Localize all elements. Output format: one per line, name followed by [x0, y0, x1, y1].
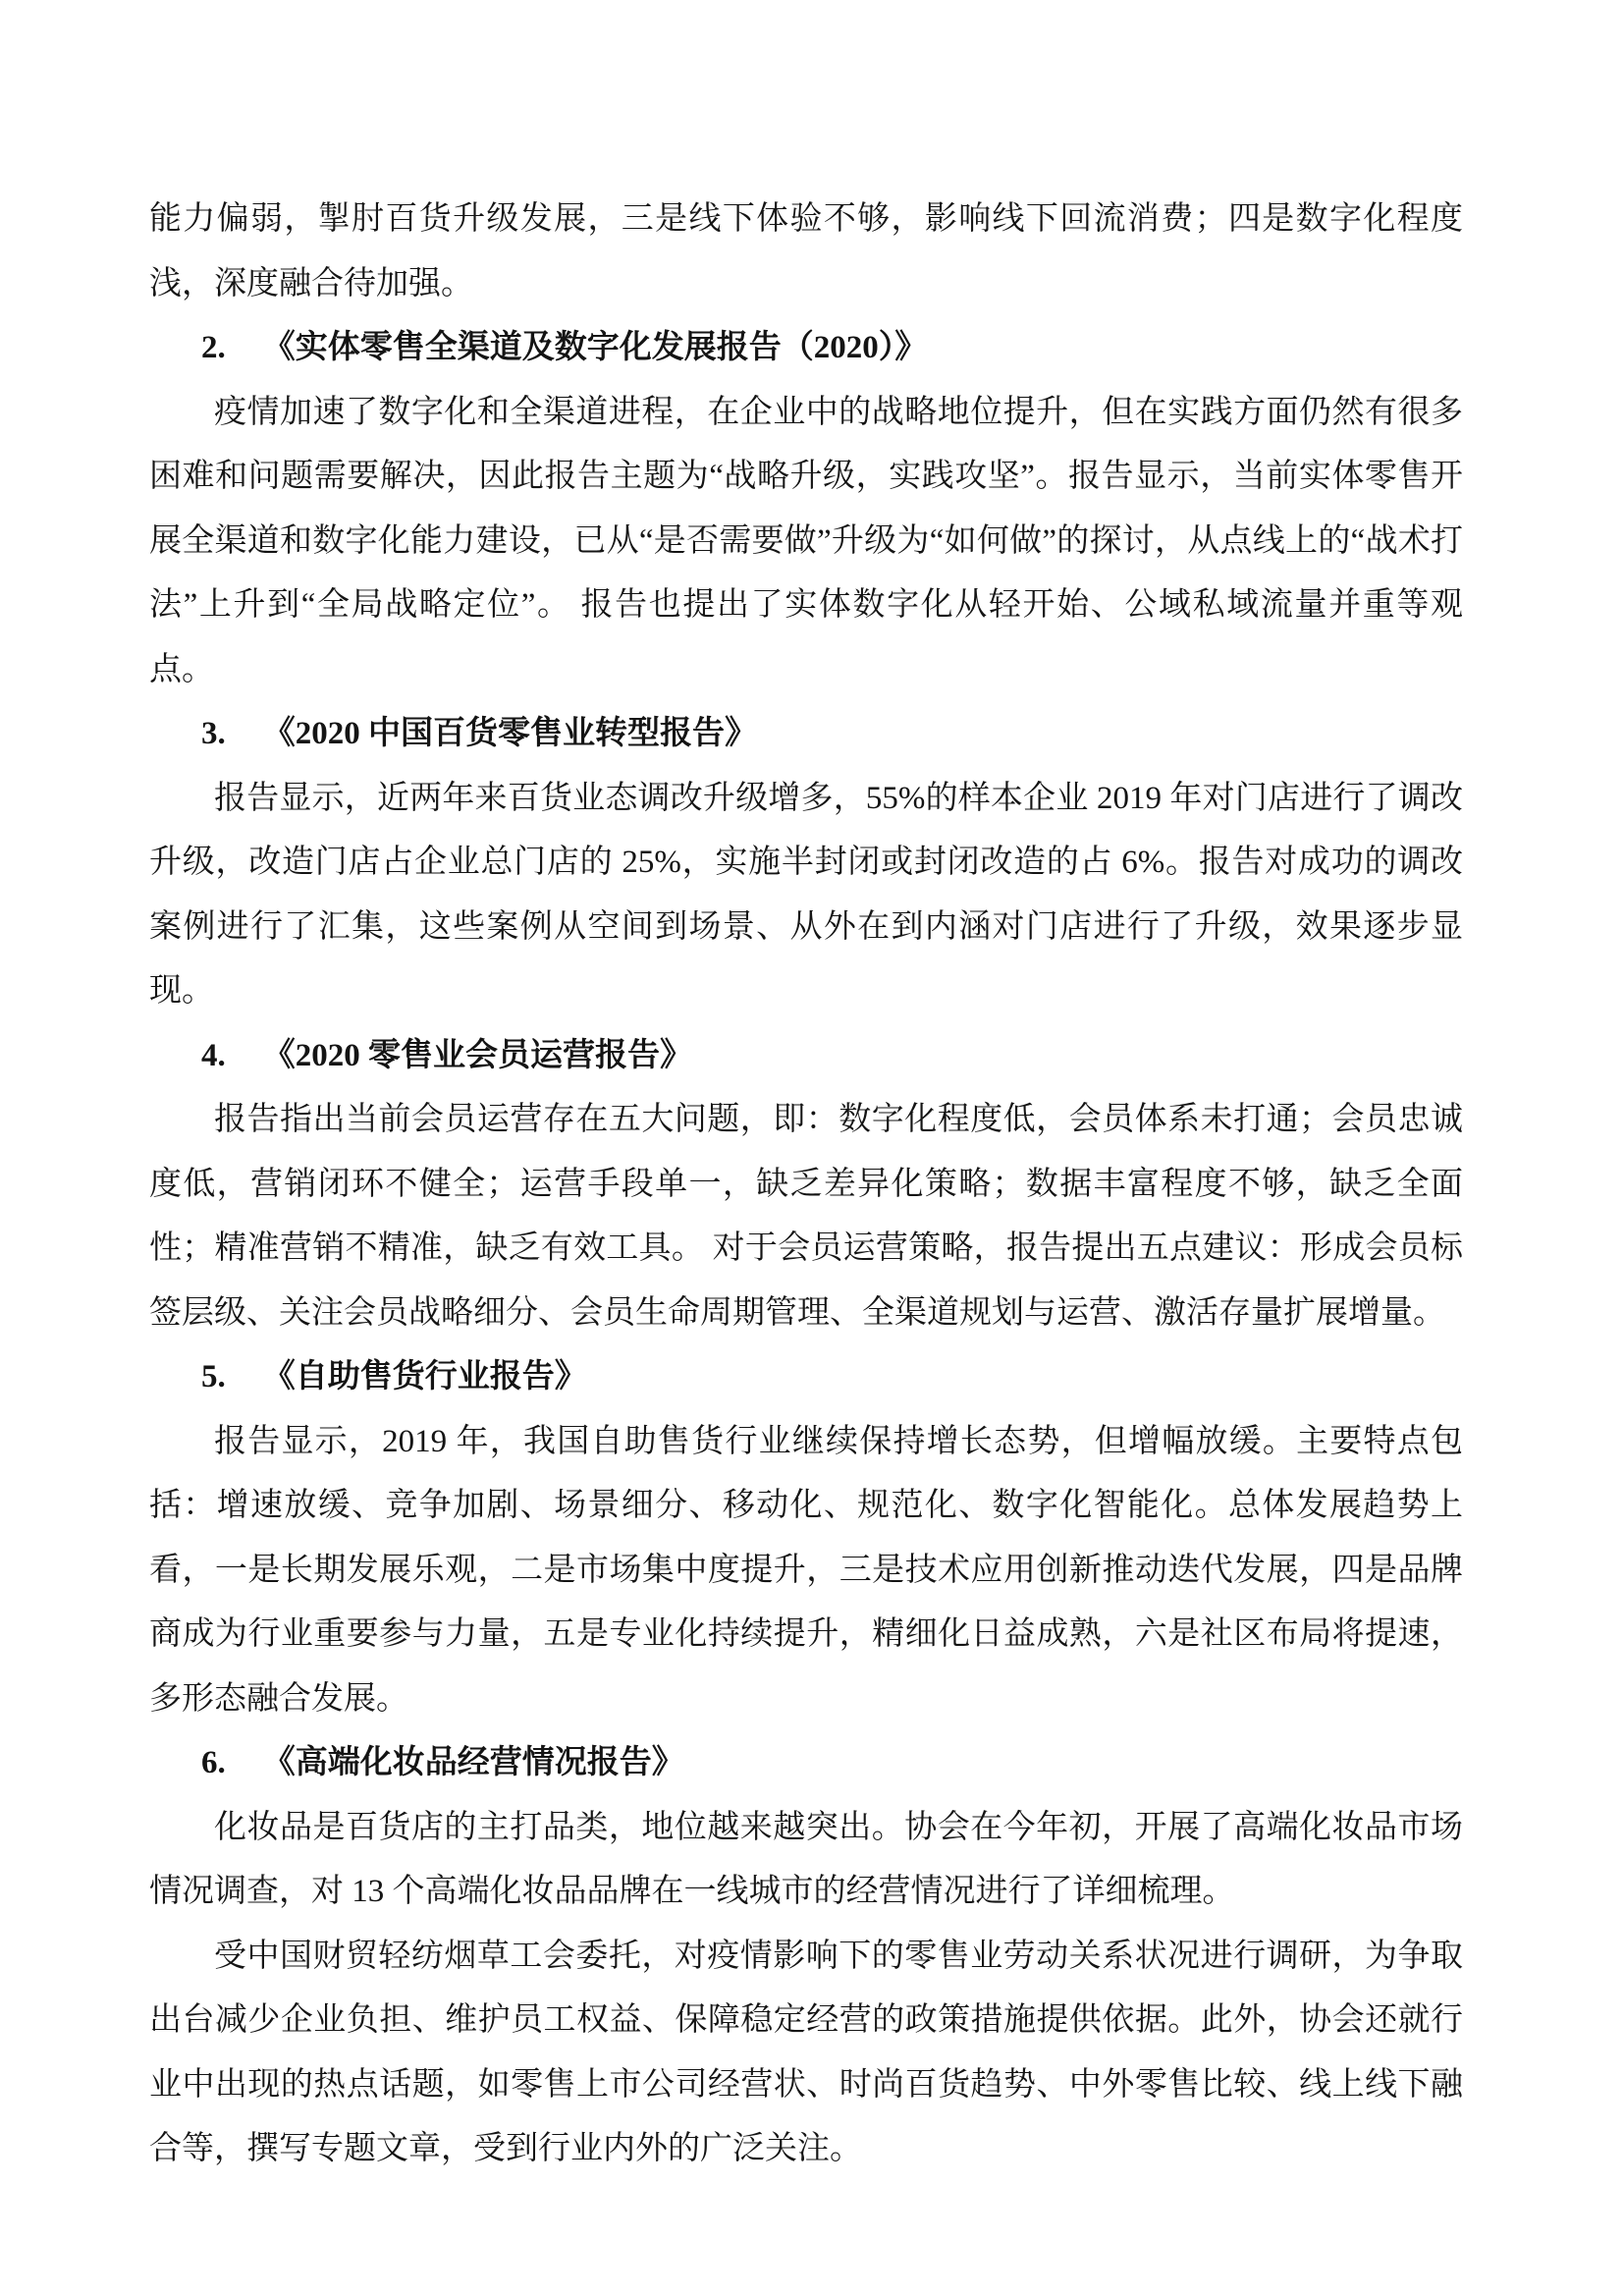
heading-number: 5. — [201, 1359, 226, 1394]
text-content — [149, 188, 1463, 2182]
body-paragraph: 报告显示，2019 年，我国自助售货行业继续保持增长态势，但增幅放缓。主要特点包括：增速放缓、竞争加剧、场景细分、移动化、规范化、数字化智能化。总体发展趋势上看，一是长期发展乐观，二是市场集中度提升，三是技术应用创新推动迭代发展，四是品牌商成为行业重要参与力量，五是专业化持续提升，精细化日益成熟，六是社区布局将提速，多形态融合发展。 — [149, 1423, 1463, 1717]
body-paragraph: 报告显示，近两年来百货业态调改升级增多，55%的样本企业 2019 年对门店进行了调改升级，改造门店占企业总门店的 25%，实施半封闭或封闭改造的占 6%。报告对成功的调改案例进行了汇集，这些案例从空间到场景、从外在到内涵对门店进行了升级，效果逐步显现。 — [149, 780, 1463, 1009]
body-paragraph: 报告指出当前会员运营存在五大问题，即：数字化程度低，会员体系未打通；会员忠诚度低，营销闭环不健全；运营手段单一，缺乏差异化策略；数据丰富程度不够，缺乏全面性；精准营销不精准，缺乏有效工具。 对于会员运营策略，报告提出五点建议：形成会员标签层级、关注会员战略细分、会员生命周期管理、全渠道规划与运营、激活存量扩展增量。 — [149, 1102, 1463, 1331]
report-heading — [149, 1731, 1463, 1796]
body-paragraph: 受中国财贸轻纺烟草工会委托，对疫情影响下的零售业劳动关系状况进行调研，为争取出台减少企业负担、维护员工权益、保障稳定经营的政策措施提供依据。此外，协会还就行业中出现的热点话题，如零售上市公司经营状、时尚百货趋势、中外零售比较、线上线下融合等，撰写专题文章，受到行业内外的广泛关注。 — [149, 1938, 1463, 2166]
report-heading — [149, 316, 1463, 381]
heading-number: 6. — [201, 1745, 226, 1780]
heading-title: 《2020 中国百货零售业转型报告》 — [262, 716, 757, 751]
report-heading — [149, 1024, 1463, 1089]
body-paragraph: 化妆品是百货店的主打品类，地位越来越突出。协会在今年初，开展了高端化妆品市场情况调查，对 13 个高端化妆品品牌在一线城市的经营情况进行了详细梳理。 — [149, 1809, 1463, 1909]
report-heading — [149, 702, 1463, 767]
heading-number: 3. — [201, 716, 226, 751]
heading-title: 《高端化妆品经营情况报告》 — [262, 1745, 684, 1780]
heading-title: 《自助售货行业报告》 — [262, 1359, 587, 1394]
heading-title: 《2020 零售业会员运营报告》 — [262, 1037, 692, 1073]
heading-title: 《实体零售全渠道及数字化发展报告（2020）》 — [262, 330, 928, 365]
body-paragraph: 疫情加速了数字化和全渠道进程，在企业中的战略地位提升，但在实践方面仍然有很多困难和问题需要解决，因此报告主题为“战略升级，实践攻坚”。报告显示，当前实体零售开展全渠道和数字化能力建设，已从“是否需要做”升级为“如何做”的探讨，从点线上的“战术打法”上升到“全局战略定位”。 报告也提出了实体数字化从轻开始、公域私域流量并重等观点。 — [149, 394, 1463, 687]
heading-number: 2. — [201, 330, 226, 365]
heading-number: 4. — [201, 1037, 226, 1073]
body-paragraph: 能力偏弱，掣肘百货升级发展，三是线下体验不够，影响线下回流消费；四是数字化程度浅，深度融合待加强。 — [149, 201, 1463, 301]
report-heading — [149, 1345, 1463, 1410]
